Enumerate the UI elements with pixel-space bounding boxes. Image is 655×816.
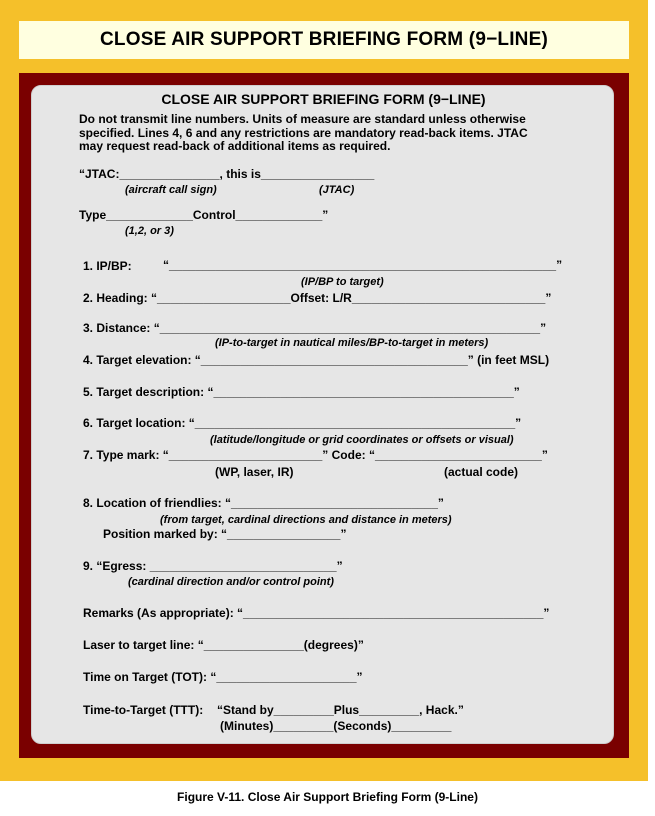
target-location-field[interactable]: 6. Target location: “________________________________________________” [83, 416, 522, 430]
position-marked-field[interactable]: Position marked by: “_________________” [103, 527, 347, 541]
type-hint: (1,2, or 3) [125, 225, 174, 237]
page-title: CLOSE AIR SUPPORT BRIEFING FORM (9−LINE) [19, 21, 629, 59]
time-to-target-label: Time-to-Target (TTT): [83, 703, 204, 717]
target-description-field[interactable]: 5. Target description: “_____________________________________________” [83, 385, 520, 399]
time-on-target-field[interactable]: Time on Target (TOT): “_____________________” [83, 670, 363, 684]
friendlies-hint: (from target, cardinal directions and distance in meters) [160, 514, 452, 526]
form-instructions [79, 113, 609, 154]
type-control-field[interactable]: Type_____________Control_____________” [79, 208, 329, 222]
form-title: CLOSE AIR SUPPORT BRIEFING FORM (9−LINE) [161, 91, 486, 107]
distance-hint: (IP-to-target in nautical miles/BP-to-target in meters) [215, 337, 489, 349]
target-elevation-field[interactable]: 4. Target elevation: “________________________________________” (in feet MSL) [83, 353, 550, 367]
instruction-line: specified. Lines 4, 6 and any restrictions are mandatory read-back items. JTAC [79, 125, 528, 140]
code-hint: (actual code) [444, 465, 519, 479]
ip-bp-field[interactable]: “__________________________________________________________” [163, 258, 563, 272]
jtac-field[interactable]: “JTAC:_______________, this is_________________ [79, 167, 375, 181]
type-mark-hint: (WP, laser, IR) [215, 465, 294, 479]
type-mark-field[interactable]: 7. Type mark: “_______________________” Code: “_________________________” [83, 448, 548, 462]
egress-field[interactable]: 9. “Egress: ____________________________” [83, 559, 343, 573]
egress-hint: (cardinal direction and/or control point) [128, 576, 334, 588]
instruction-line: Do not transmit line numbers. Units of measure are standard unless otherwise [79, 112, 526, 126]
remarks-field[interactable]: Remarks (As appropriate): “_____________________________________________” [83, 606, 550, 620]
target-location-hint: (latitude/longitude or grid coordinates or offsets or visual) [210, 434, 514, 446]
friendlies-field[interactable]: 8. Location of friendlies: “_______________________________” [83, 496, 444, 510]
briefing-form-panel [31, 85, 614, 744]
time-to-target-field[interactable]: “Stand by_________Plus_________, Hack.” [217, 703, 464, 717]
line1-label: 1. IP/BP: [83, 259, 132, 273]
callsign-hint: (aircraft call sign) [125, 184, 217, 196]
jtac-hint: (JTAC) [319, 184, 355, 196]
figure-caption: Figure V-11. Close Air Support Briefing Form (9-Line) [177, 790, 478, 804]
heading-offset-field[interactable]: 2. Heading: “____________________Offset: L/R_____________________________” [83, 291, 552, 305]
distance-field[interactable]: 3. Distance: “_________________________________________________________” [83, 321, 547, 335]
time-to-target-units[interactable]: (Minutes)_________(Seconds)_________ [220, 719, 452, 733]
instruction-line: may request read-back of additional items as required. [79, 139, 391, 154]
ip-bp-hint: (IP/BP to target) [301, 276, 384, 288]
laser-line-field[interactable]: Laser to target line: “_______________(degrees)” [83, 638, 364, 652]
